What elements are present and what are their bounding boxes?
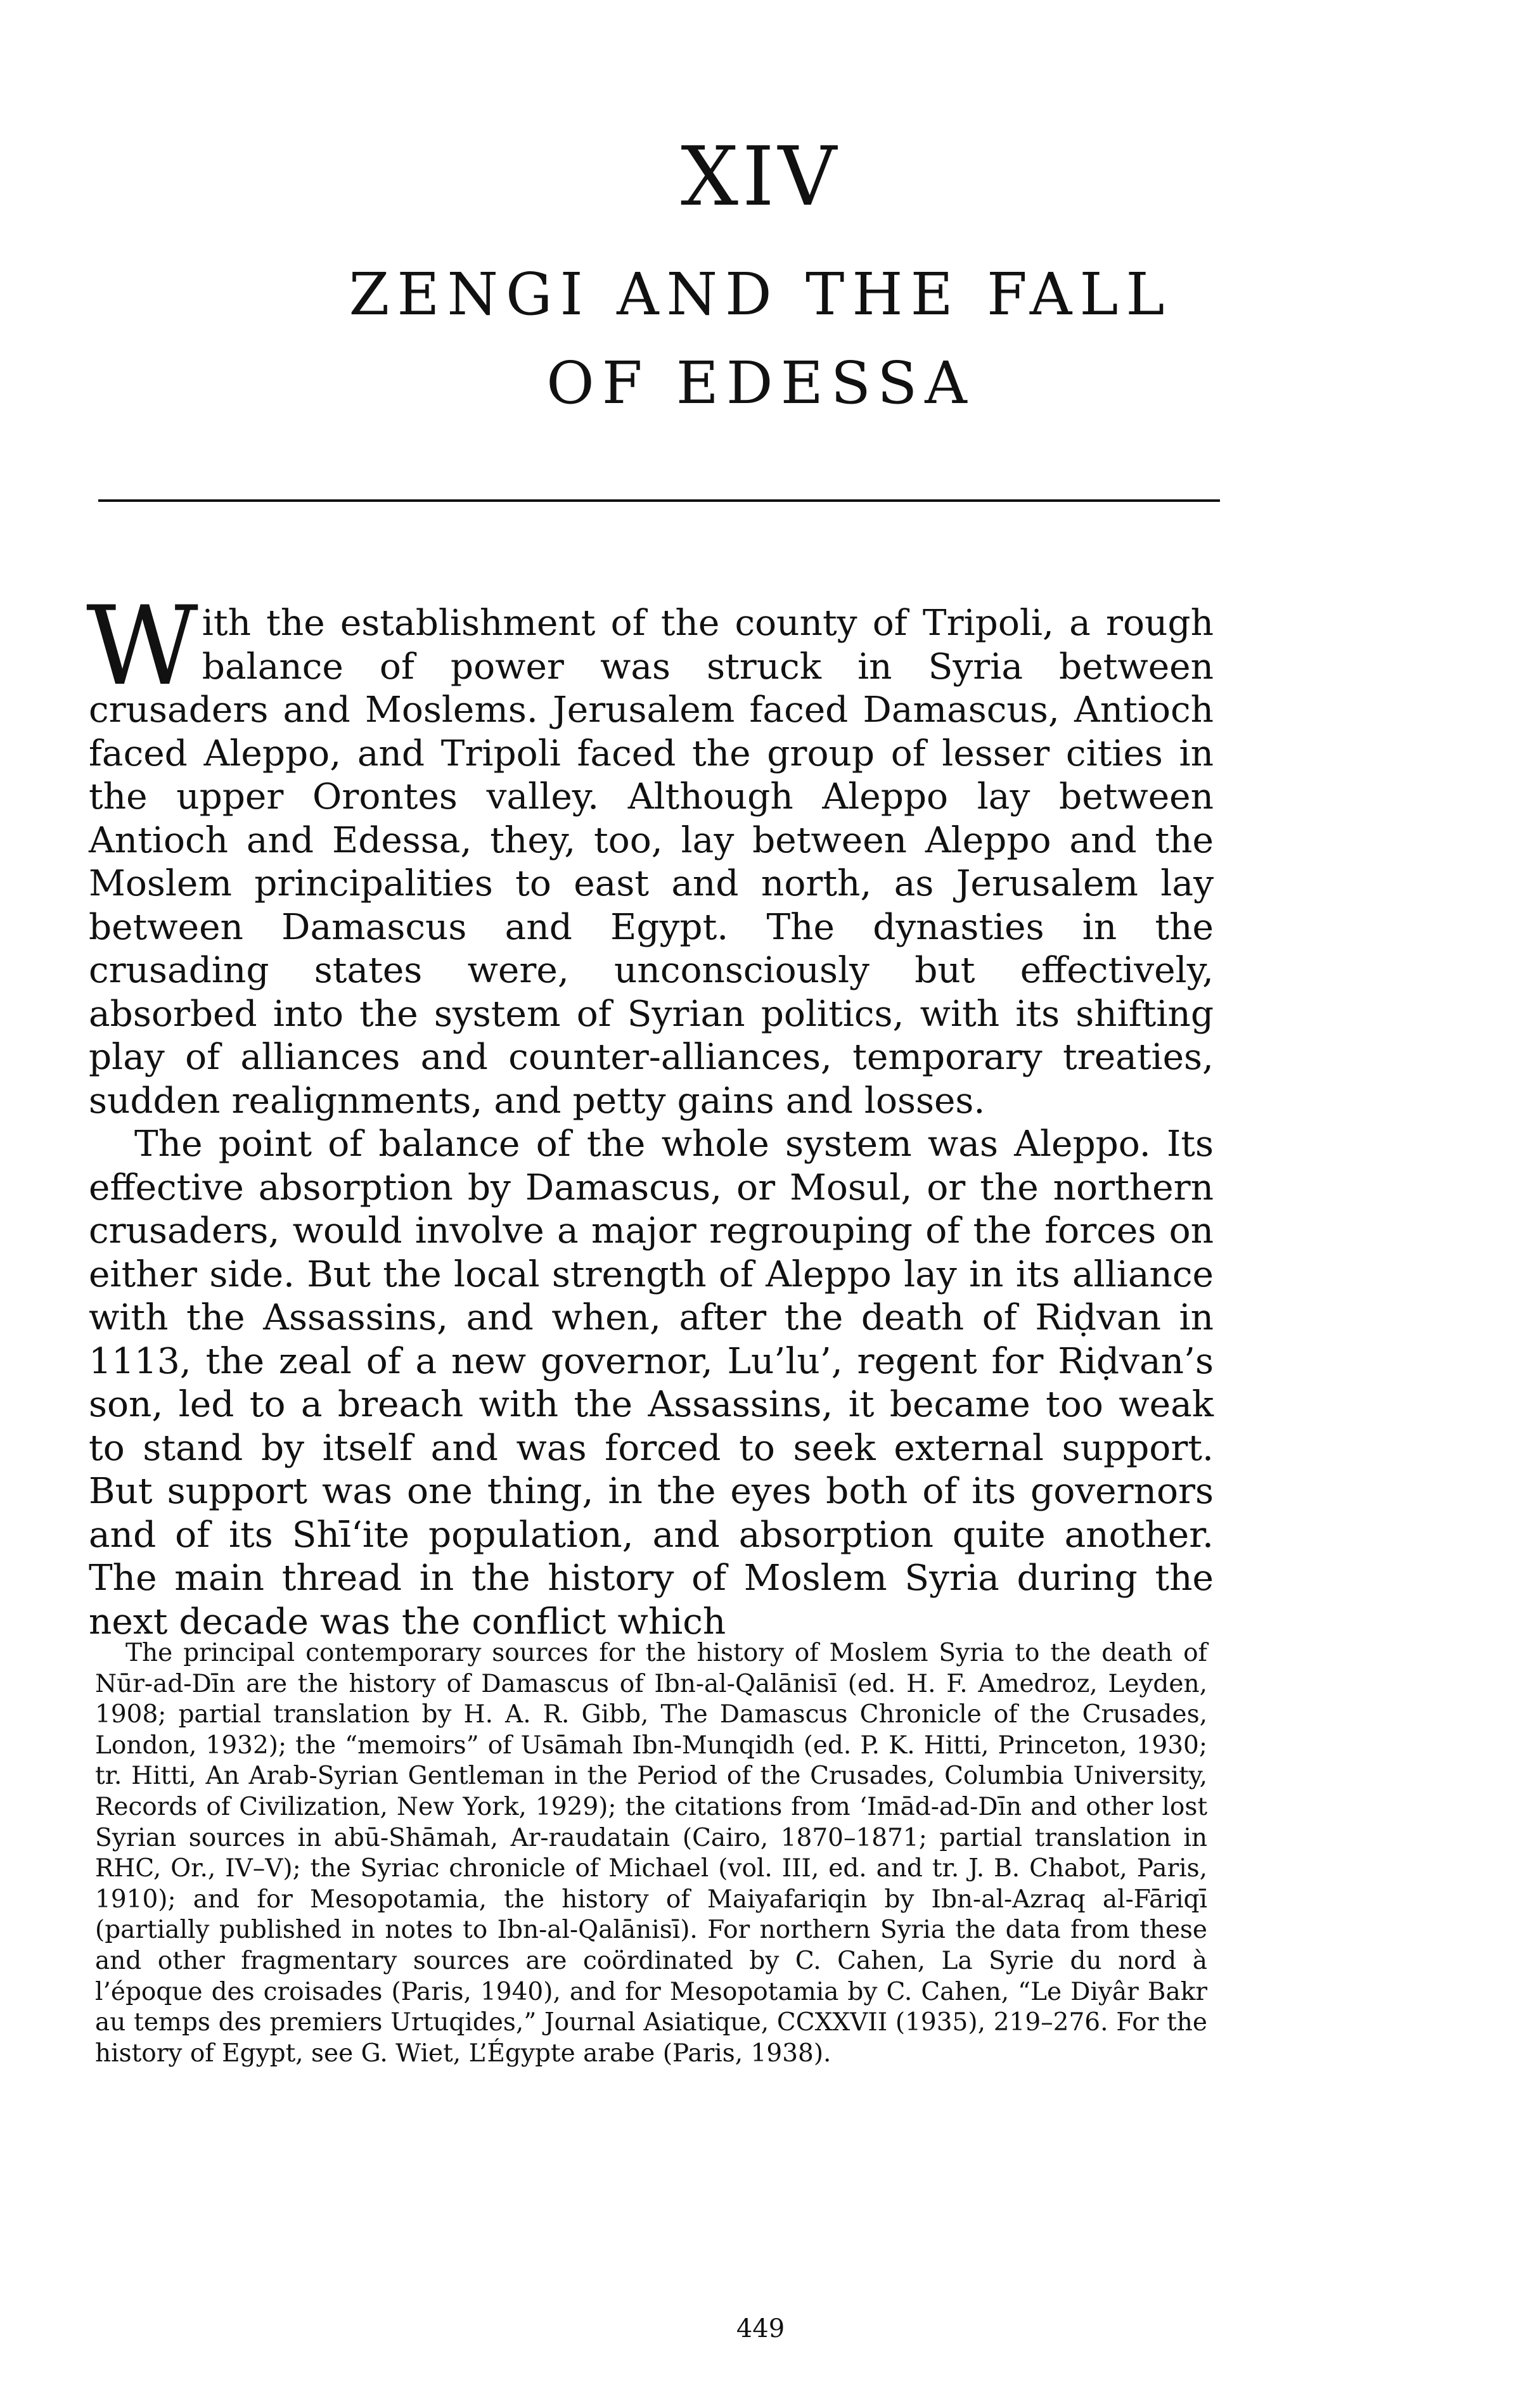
chapter-title-line-1: ZENGI AND THE FALL (349, 260, 1172, 328)
footnote (95, 1638, 1207, 2069)
body-text (86, 582, 1214, 1644)
chapter-title (0, 250, 1521, 428)
paragraph-2: The point of balance of the whole system was Aleppo. Its effective absorption by Damascus, or Mosul, or the northern crusaders, would involve a major regrouping of the forces on either side. But the local strength of Aleppo lay in its alliance with the Assassins, and when, after the death of Riḍvan in 1113, the zeal of a new governor, Lu’lu’, regent for Riḍvan’s son, led to a breach with the Assassins, it became too weak to stand by itself and was forced to seek external support. But support was one thing, in the eyes both of its governors and of its Shī‘ite population, and absorption quite another. The main thread in the history of Moslem Syria during the next decade was the conflict which (89, 1124, 1214, 1643)
chapter-title-line-2: OF EDESSA (546, 349, 975, 417)
horizontal-rule (98, 499, 1220, 502)
paragraph-1 (86, 582, 1214, 1123)
paragraph-1-text: ith the establishment of the county of Tripoli, a rough balance of power was struck in Syria between crusaders and Moslems. Jerusalem faced Damascus, Antioch faced Aleppo, and Tripoli faced the group of lesser cities in the upper Orontes valley. Although Aleppo lay between Antioch and Edessa, they, too, lay between Aleppo and the Moslem principalities to east and north, as Jerusalem lay between Damascus and Egypt. The dynasties in the crusading states were, unconsciously but effectively, absorbed into the system of Syrian politics, with its shifting play of alliances and counter-alliances, temporary treaties, sudden realignments, and petty gains and losses. (89, 603, 1214, 1122)
footnote-text: The principal contemporary sources for the history of Moslem Syria to the death of Nūr-ad-Dīn are the history of Damascus of Ibn-al-Qalānisī (ed. H. F. Amedroz, Leyden, 1908; partial translation by H. A. R. Gibb, The Damascus Chronicle of the Crusades, London, 1932); the “memoirs” of Usāmah Ibn-Munqidh (ed. P. K. Hitti, Princeton, 1930; tr. Hitti, An Arab-Syrian Gentleman in the Period of the Crusades, Columbia University, Records of Civilization, New York, 1929); the citations from ‘Imād-ad-Dīn and other lost Syrian sources in abū-Shāmah, Ar-raudatain (Cairo, 1870–1871; partial translation in RHC, Or., IV–V); the Syriac chronicle of Michael (vol. III, ed. and tr. J. B. Chabot, Paris, 1910); and for Mesopotamia, the history of Maiyafariqin by Ibn-al-Azraq al-Fāriqī (partially published in notes to Ibn-al-Qalānisī). For northern Syria the data from these and other fragmentary sources are coördinated by C. Cahen, La Syrie du nord à l’époque des croisades (Paris, 1940), and for Mesopotamia by C. Cahen, “Le Diyâr Bakr au temps des premiers Urtuqides,” Journal Asiatique, CCXXVII (1935), 219–276. For the history of Egypt, see G. Wiet, L’Égypte arabe (Paris, 1938). (95, 1639, 1207, 2068)
chapter-number: XIV (680, 130, 841, 224)
page-number: 449 (736, 2314, 785, 2343)
drop-cap: W (86, 582, 198, 710)
